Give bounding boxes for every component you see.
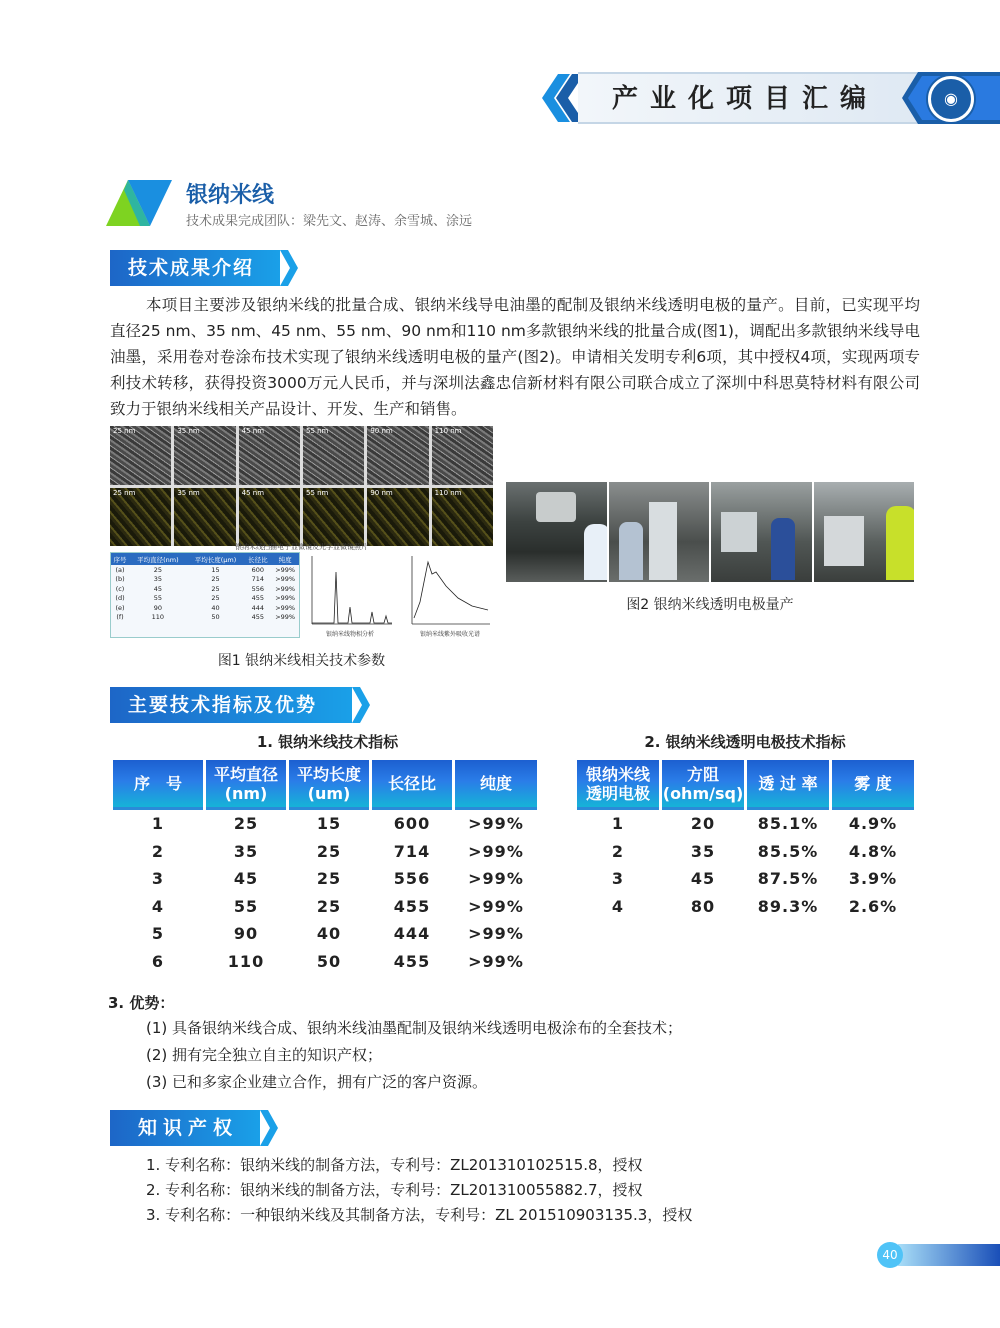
mini-table-row — [111, 565, 299, 575]
table-row — [113, 865, 537, 893]
table-cell: 3 — [151, 869, 165, 889]
mini-table-cell: 600 — [251, 565, 265, 574]
table-cell: 25 — [316, 869, 342, 889]
mini-table-cell: 45 — [153, 584, 162, 593]
table-header-cell: 透 过 率 — [747, 760, 829, 810]
mini-table-cell: (d) — [115, 594, 125, 603]
mini-table-cell: >99% — [275, 584, 296, 593]
table-cell: >99% — [468, 924, 524, 944]
mini-table-row — [111, 584, 299, 594]
table-cell: 45 — [233, 869, 259, 889]
table-cell: >99% — [468, 951, 524, 971]
sem-caption: 银纳米线扫描电子显微镜及光学显微镜照片 — [235, 543, 368, 551]
table1-title: 1. 银纳米线技术指标 — [256, 733, 399, 751]
production-photo — [711, 482, 812, 582]
table-header-cell: 雾 度 — [832, 760, 914, 810]
optical-image: 90 nm — [367, 488, 428, 547]
table-cell: 6 — [151, 951, 165, 971]
mini-table-cell: 25 — [153, 565, 162, 574]
mini-table-row — [111, 613, 299, 623]
sem-image: 35 nm — [174, 426, 235, 485]
triangle-decor-icon — [106, 178, 172, 226]
mini-table-cell: (e) — [115, 603, 125, 612]
mini-table-cell: (a) — [115, 565, 125, 574]
optical-image: 35 nm — [174, 488, 235, 547]
mini-table-cell: (c) — [115, 584, 125, 593]
mini-table-cell: 25 — [211, 584, 220, 593]
table-row — [113, 838, 537, 866]
table-cell: 87.5% — [757, 869, 819, 889]
intro-paragraph: 本项目主要涉及银纳米线的批量合成、银纳米线导电油墨的配制及银纳米线透明电极的量产。目前，已实现平均直径25 nm、35 nm、45 nm、55 nm、90 nm和110 nm多款银纳米线的批量合成(图1)，调配出多款银纳米线导电油墨，采用卷对卷涂布技术实现了银纳米线透明电极的量产(图2)。申请相关发明专利6项，其中授权4项，实现两项专利技术转移，获得投资3000万元人民币，并与深圳法鑫忠信新材料有限公司联合成立了深圳中科思莫特材料有限公司致力于银纳米线相关产品设计、开发、生产和销售。 — [110, 296, 920, 418]
table-cell: 3.9% — [848, 869, 898, 889]
table-cell: 455 — [393, 951, 431, 971]
table-cell: 2 — [611, 841, 625, 861]
table2-title: 2. 银纳米线透明电极技术指标 — [644, 733, 846, 751]
table-cell: 35 — [233, 841, 259, 861]
table-header-cell: 平均直径 (nm) — [206, 760, 286, 810]
mini-table-header: 序号 — [111, 553, 129, 565]
logo-mark: ◉ — [944, 89, 958, 108]
mini-table-header: 平均长度(μm) — [187, 553, 245, 565]
mini-table-row — [111, 594, 299, 604]
table-row — [577, 893, 914, 921]
table-header-cell: 纯度 — [455, 760, 537, 810]
mini-table-cell: >99% — [275, 613, 296, 622]
table-cell: 55 — [233, 896, 259, 916]
mini-table-row — [111, 575, 299, 585]
project-team: 技术成果完成团队：梁先文、赵涛、余雪城、涂远 — [186, 214, 473, 229]
optical-image: 55 nm — [303, 488, 364, 547]
mini-table-cell: >99% — [275, 575, 296, 584]
sem-image-grid — [110, 426, 493, 546]
figure1-caption: 图1 银纳米线相关技术参数 — [217, 653, 386, 669]
table-cell: >99% — [468, 841, 524, 861]
mini-table-cell: 110 — [151, 613, 165, 622]
sem-image: 25 nm — [110, 426, 171, 485]
mini-table-header: 纯度 — [271, 553, 299, 565]
production-photo — [506, 482, 607, 582]
table-cell: 1 — [611, 814, 625, 834]
table-header-cell: 序 号 — [113, 760, 203, 810]
mini-table-cell: >99% — [275, 594, 296, 603]
mini-table-cell: 40 — [211, 603, 220, 612]
mini-table-cell: 90 — [153, 603, 162, 612]
table-cell: 20 — [690, 814, 716, 834]
patent-item: 3. 专利名称：一种银纳米线及其制备方法，专利号：ZL 201510903135.3，授权 — [146, 1206, 693, 1224]
header-title: 产业化项目汇编 — [612, 84, 879, 114]
mini-table-cell: 455 — [251, 613, 265, 622]
table-cell: 15 — [316, 814, 342, 834]
table-row — [113, 810, 537, 838]
advantage-item: (3) 已和多家企业建立合作，拥有广泛的客户资源。 — [146, 1073, 488, 1091]
optical-image: 110 nm — [432, 488, 493, 547]
table-row — [577, 810, 914, 838]
production-photo — [609, 482, 710, 582]
optical-image: 45 nm — [239, 488, 300, 547]
table-row — [113, 893, 537, 921]
table-cell: 89.3% — [757, 896, 819, 916]
table-cell: 4.9% — [848, 814, 898, 834]
mini-table-cell: 25 — [211, 594, 220, 603]
table-cell: 4 — [611, 896, 625, 916]
table-cell: 25 — [316, 841, 342, 861]
patent-item: 1. 专利名称：银纳米线的制备方法，专利号：ZL201310102515.8，授权 — [146, 1156, 643, 1174]
project-title: 银纳米线 — [186, 183, 275, 208]
table-cell: 5 — [151, 924, 165, 944]
table-cell: 2 — [151, 841, 165, 861]
table-cell: 556 — [393, 869, 431, 889]
table-cell: >99% — [468, 814, 524, 834]
table-cell: 25 — [233, 814, 259, 834]
table-cell: >99% — [468, 896, 524, 916]
figure1-mini-table — [110, 552, 300, 638]
table-row — [577, 865, 914, 893]
table-cell: 45 — [690, 869, 716, 889]
table-cell: 600 — [393, 814, 431, 834]
table-header-cell: 方阻 (ohm/sq) — [662, 760, 744, 810]
mini-table-cell: 714 — [251, 575, 265, 584]
advantage-item: (2) 拥有完全独立自主的知识产权； — [146, 1046, 383, 1064]
section-header-specs: 主要技术指标及优势 — [110, 687, 352, 723]
uv-spectrum-chart — [402, 552, 494, 638]
table-cell: 444 — [393, 924, 431, 944]
section-header-ip: 知识产权 — [110, 1110, 260, 1146]
svg-text:银纳米线紫外吸收光谱: 银纳米线紫外吸收光谱 — [419, 631, 481, 638]
table-row — [577, 838, 914, 866]
mini-table-header: 平均直径(nm) — [129, 553, 187, 565]
section-arrow-icon — [352, 687, 374, 723]
table-header-cell: 银纳米线 透明电极 — [577, 760, 659, 810]
table-cell: >99% — [468, 869, 524, 889]
table-cell: 714 — [393, 841, 431, 861]
section-header-intro: 技术成果介绍 — [110, 250, 280, 286]
advantage-item: (1) 具备银纳米线合成、银纳米线油墨配制及银纳米线透明电极涂布的全套技术； — [146, 1019, 683, 1037]
table-cell: 110 — [227, 951, 265, 971]
table-cell: 2.6% — [848, 896, 898, 916]
mini-table-cell: 50 — [211, 613, 220, 622]
table-cell: 85.1% — [757, 814, 819, 834]
table-cell: 25 — [316, 896, 342, 916]
sem-image: 45 nm — [239, 426, 300, 485]
section-arrow-icon — [280, 250, 302, 286]
mini-table-cell: 55 — [153, 594, 162, 603]
table-header-cell: 平均长度 (um) — [289, 760, 369, 810]
page-number: 40 — [877, 1242, 903, 1268]
patent-item: 2. 专利名称：银纳米线的制备方法，专利号：ZL201310055882.7，授权 — [146, 1181, 643, 1199]
mini-table-cell: 15 — [211, 565, 220, 574]
optical-image: 25 nm — [110, 488, 171, 547]
table-cell: 85.5% — [757, 841, 819, 861]
mini-table-cell: 556 — [251, 584, 265, 593]
sem-image: 110 nm — [432, 426, 493, 485]
production-photos — [506, 482, 914, 582]
mini-table-header: 长径比 — [244, 553, 271, 565]
page-footer-bar — [898, 1244, 1000, 1266]
mini-table-cell: 444 — [251, 603, 265, 612]
table-header-cell: 长径比 — [372, 760, 452, 810]
mini-table-cell: (f) — [116, 613, 124, 622]
xrd-chart — [304, 552, 396, 638]
table-cell: 3 — [611, 869, 625, 889]
table-cell: 90 — [233, 924, 259, 944]
svg-text:银纳米线物相分析: 银纳米线物相分析 — [325, 631, 375, 638]
table2 — [574, 760, 917, 920]
table-cell: 80 — [690, 896, 716, 916]
table-cell: 4.8% — [848, 841, 898, 861]
mini-table-cell: 35 — [153, 575, 162, 584]
sem-image: 90 nm — [367, 426, 428, 485]
mini-table-cell: >99% — [275, 603, 296, 612]
sem-image: 55 nm — [303, 426, 364, 485]
table-cell: 50 — [316, 951, 342, 971]
table1 — [110, 760, 540, 975]
figure2-caption: 图2 银纳米线透明电极量产 — [626, 597, 794, 613]
table-row — [113, 920, 537, 948]
table-cell: 40 — [316, 924, 342, 944]
table-cell: 4 — [151, 896, 165, 916]
table-row — [113, 948, 537, 976]
table-cell: 1 — [151, 814, 165, 834]
section-arrow-icon — [260, 1110, 282, 1146]
advantages-heading: 3. 优势： — [108, 994, 175, 1012]
mini-table-row — [111, 603, 299, 613]
production-photo — [814, 482, 915, 582]
mini-table-cell: >99% — [275, 565, 296, 574]
mini-table-cell: (b) — [115, 575, 125, 584]
mini-table-cell: 455 — [251, 594, 265, 603]
table-cell: 455 — [393, 896, 431, 916]
table-cell: 35 — [690, 841, 716, 861]
mini-table-cell: 25 — [211, 575, 220, 584]
